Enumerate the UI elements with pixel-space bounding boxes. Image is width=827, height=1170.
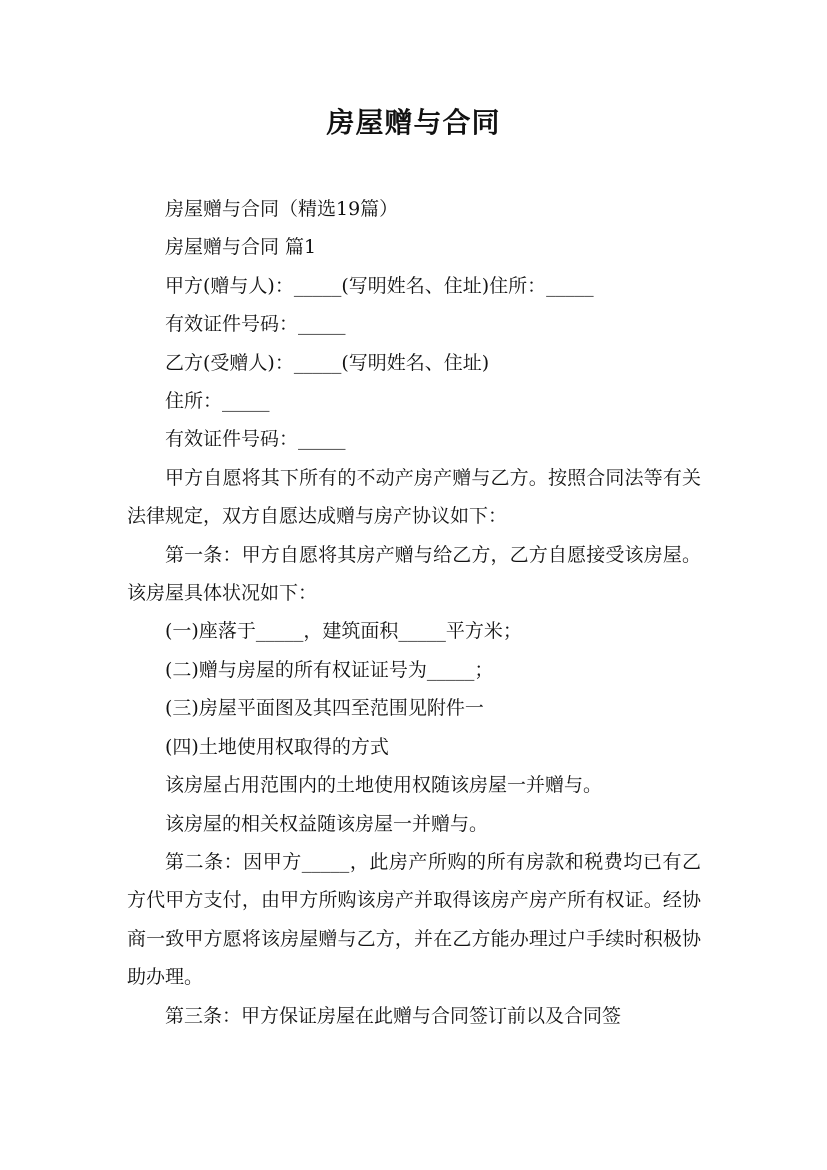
document-body bbox=[127, 190, 701, 1035]
heading-part-1: 房屋赠与合同 篇1 bbox=[165, 236, 317, 259]
preamble-paragraph: 甲方自愿将其下所有的不动产房产赠与乙方。按照合同法等有关法律规定，双方自愿达成赠与房产协议如下： bbox=[127, 466, 701, 528]
article-1-item-2: (二)赠与房屋的所有权证证号为_____； bbox=[165, 658, 494, 681]
party-b-address-line: 住所：_____ bbox=[165, 390, 270, 413]
article-1-paragraph: 第一条：甲方自愿将其房产赠与给乙方，乙方自愿接受该房屋。该房屋具体状况如下： bbox=[127, 543, 701, 605]
party-b-line: 乙方(受赠人)：_____(写明姓名、住址) bbox=[165, 351, 490, 374]
article-1-item-3: (三)房屋平面图及其四至范围见附件一 bbox=[165, 697, 484, 720]
article-2-paragraph: 第二条：因甲方_____，此房产所购的所有房款和税费均已有乙方代甲方支付，由甲方所购该房产并取得该房产房产所有权证。经协商一致甲方愿将该房屋赠与乙方，并在乙方能办理过户手续时积极协助办理。 bbox=[127, 850, 701, 989]
article-1-item-4: (四)土地使用权取得的方式 bbox=[165, 735, 389, 758]
party-b-id-line: 有效证件号码：_____ bbox=[165, 428, 346, 451]
land-use-right-paragraph: 该房屋占用范围内的土地使用权随该房屋一并赠与。 bbox=[165, 774, 603, 797]
party-a-id-line: 有效证件号码：_____ bbox=[165, 313, 346, 336]
article-1-item-1: (一)座落于_____，建筑面积_____平方米； bbox=[165, 620, 522, 643]
related-rights-paragraph: 该房屋的相关权益随该房屋一并赠与。 bbox=[165, 812, 489, 835]
article-3-paragraph: 第三条：甲方保证房屋在此赠与合同签订前以及合同签 bbox=[165, 1004, 622, 1027]
document-title: 房屋赠与合同 bbox=[326, 106, 501, 139]
heading-selection: 房屋赠与合同（精选19篇） bbox=[165, 198, 399, 220]
party-a-line: 甲方(赠与人)：_____(写明姓名、住址)住所：_____ bbox=[165, 274, 594, 297]
